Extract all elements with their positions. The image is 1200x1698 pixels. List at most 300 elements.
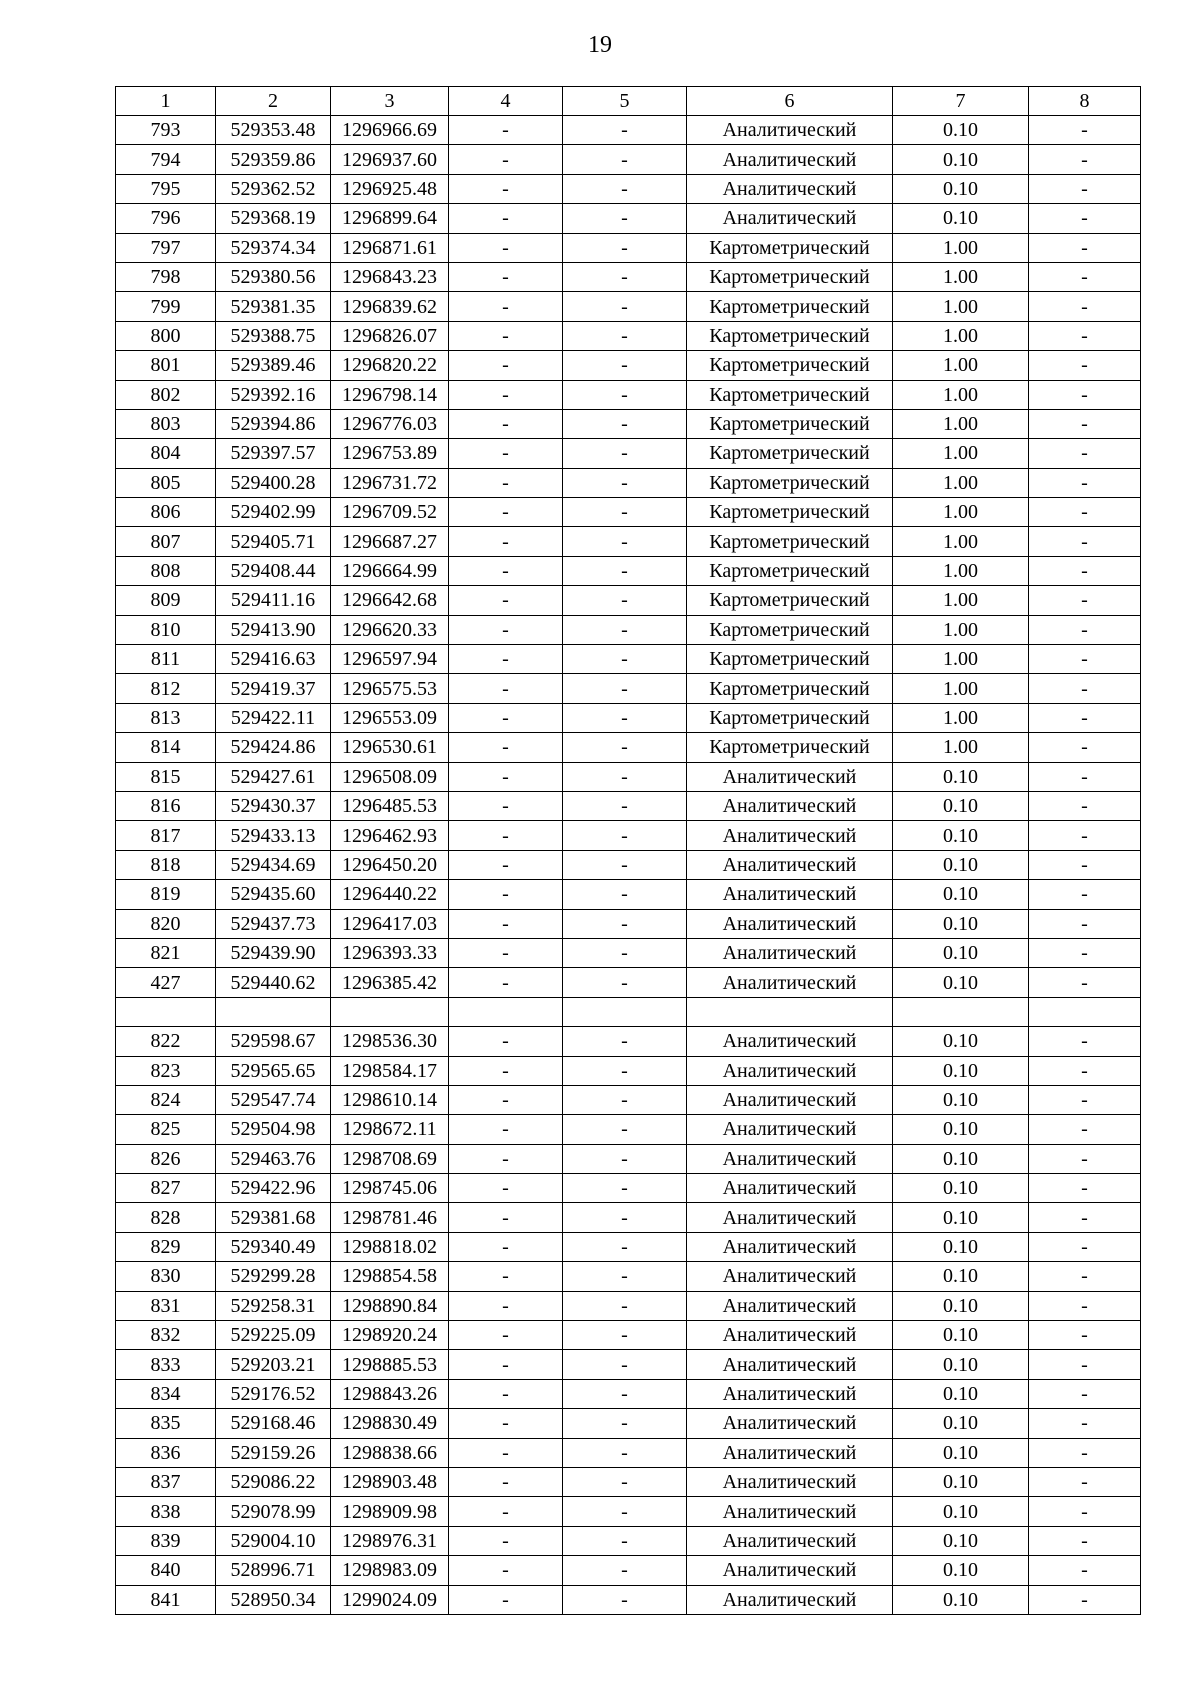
table-cell: 529353.48 [216, 116, 331, 145]
table-cell: Аналитический [687, 1144, 893, 1173]
table-row [116, 116, 1141, 145]
table-cell: 1298610.14 [331, 1085, 449, 1114]
table-cell: - [563, 1262, 687, 1291]
table-cell: - [563, 380, 687, 409]
table-cell: - [563, 850, 687, 879]
table-cell: - [449, 292, 563, 321]
table-cell [893, 997, 1029, 1026]
table-cell: - [563, 909, 687, 938]
table-cell: 529078.99 [216, 1497, 331, 1526]
table-cell: - [1029, 1027, 1141, 1056]
table-cell: - [449, 321, 563, 350]
table-cell: - [1029, 850, 1141, 879]
table-cell: 797 [116, 233, 216, 262]
table-cell: 839 [116, 1526, 216, 1555]
table-cell: 529416.63 [216, 645, 331, 674]
header-cell: 4 [449, 87, 563, 116]
table-cell: Картометрический [687, 409, 893, 438]
table-cell: 828 [116, 1203, 216, 1232]
table-cell: 529437.73 [216, 909, 331, 938]
table-cell: 528950.34 [216, 1585, 331, 1614]
header-cell: 8 [1029, 87, 1141, 116]
table-cell: Аналитический [687, 880, 893, 909]
table-cell: Аналитический [687, 850, 893, 879]
table-cell: 814 [116, 733, 216, 762]
table-cell: 529225.09 [216, 1321, 331, 1350]
table-cell: 831 [116, 1291, 216, 1320]
table-cell: - [1029, 1174, 1141, 1203]
table-cell: - [449, 1321, 563, 1350]
table-cell: - [449, 439, 563, 468]
table-cell: 529411.16 [216, 586, 331, 615]
table-cell: - [563, 1526, 687, 1555]
table-cell: 529389.46 [216, 351, 331, 380]
table-cell: Аналитический [687, 1409, 893, 1438]
table-row [116, 1497, 1141, 1526]
table-cell: 529392.16 [216, 380, 331, 409]
table-cell: 816 [116, 791, 216, 820]
table-cell: - [563, 586, 687, 615]
table-cell: Картометрический [687, 556, 893, 585]
table-cell: - [1029, 703, 1141, 732]
table-cell: 1298818.02 [331, 1232, 449, 1261]
table-cell: - [563, 615, 687, 644]
table-cell: 1296417.03 [331, 909, 449, 938]
table-row [116, 997, 1141, 1026]
table-cell: 807 [116, 527, 216, 556]
table-cell: - [563, 880, 687, 909]
table-cell: Картометрический [687, 645, 893, 674]
table-cell: 529440.62 [216, 968, 331, 997]
table-cell [449, 997, 563, 1026]
table-cell: 824 [116, 1085, 216, 1114]
table-cell: 529427.61 [216, 762, 331, 791]
table-cell: - [449, 850, 563, 879]
table-cell: 1298854.58 [331, 1262, 449, 1291]
table-cell: - [1029, 527, 1141, 556]
table-cell: 529439.90 [216, 938, 331, 967]
table-cell: - [449, 968, 563, 997]
table-cell: 805 [116, 468, 216, 497]
table-cell: Картометрический [687, 233, 893, 262]
table-cell: - [1029, 762, 1141, 791]
table-cell: 1296440.22 [331, 880, 449, 909]
table-row [116, 674, 1141, 703]
table-cell: 529159.26 [216, 1438, 331, 1467]
table-row [116, 1526, 1141, 1555]
table-cell: 0.10 [893, 116, 1029, 145]
table-cell: 0.10 [893, 1585, 1029, 1614]
table-cell: - [449, 116, 563, 145]
table-cell: Картометрический [687, 674, 893, 703]
table-row [116, 233, 1141, 262]
table-cell: 427 [116, 968, 216, 997]
table-cell: - [1029, 1467, 1141, 1496]
table-row [116, 1144, 1141, 1173]
table-cell: - [449, 645, 563, 674]
table-cell: - [563, 468, 687, 497]
table-cell: 529168.46 [216, 1409, 331, 1438]
table-cell: 529394.86 [216, 409, 331, 438]
table-cell: - [1029, 909, 1141, 938]
table-cell: 529258.31 [216, 1291, 331, 1320]
table-cell: Аналитический [687, 1291, 893, 1320]
table-cell: 0.10 [893, 1232, 1029, 1261]
table-cell: Аналитический [687, 1232, 893, 1261]
table-cell: - [1029, 791, 1141, 820]
table-cell: 529400.28 [216, 468, 331, 497]
table-cell: 529380.56 [216, 262, 331, 291]
table-cell: 1296642.68 [331, 586, 449, 615]
table-row [116, 1115, 1141, 1144]
table-cell: - [449, 1409, 563, 1438]
table-row [116, 938, 1141, 967]
table-cell: - [563, 1556, 687, 1585]
table-cell: Аналитический [687, 938, 893, 967]
table-cell: - [1029, 292, 1141, 321]
table-cell: 1296508.09 [331, 762, 449, 791]
table-cell: 529463.76 [216, 1144, 331, 1173]
table-cell: Аналитический [687, 1262, 893, 1291]
table-cell: 0.10 [893, 880, 1029, 909]
table-cell: 1296664.99 [331, 556, 449, 585]
table-cell: 1.00 [893, 468, 1029, 497]
table-cell: - [1029, 968, 1141, 997]
table-cell: 1.00 [893, 674, 1029, 703]
table-cell: Аналитический [687, 1085, 893, 1114]
table-cell: - [1029, 1409, 1141, 1438]
table-cell: 795 [116, 174, 216, 203]
table-cell: Аналитический [687, 909, 893, 938]
table-cell: - [563, 674, 687, 703]
table-cell: 0.10 [893, 1556, 1029, 1585]
table-cell: - [1029, 586, 1141, 615]
table-cell: - [1029, 233, 1141, 262]
table-cell: - [563, 1409, 687, 1438]
table-cell: - [449, 262, 563, 291]
table-cell: 1.00 [893, 439, 1029, 468]
table-cell: - [1029, 615, 1141, 644]
table-cell: 0.10 [893, 968, 1029, 997]
table-cell: - [449, 1144, 563, 1173]
table-cell: Картометрический [687, 439, 893, 468]
table-cell: - [1029, 321, 1141, 350]
table-cell: - [1029, 556, 1141, 585]
table-cell: - [563, 1585, 687, 1614]
table-cell: 529422.96 [216, 1174, 331, 1203]
table-row [116, 1321, 1141, 1350]
table-cell: Картометрический [687, 262, 893, 291]
table-cell: 838 [116, 1497, 216, 1526]
table-cell: Аналитический [687, 204, 893, 233]
table-cell: 529381.68 [216, 1203, 331, 1232]
table-cell: - [449, 498, 563, 527]
table-cell: 529004.10 [216, 1526, 331, 1555]
table-cell: 0.10 [893, 1350, 1029, 1379]
table-row [116, 1174, 1141, 1203]
table-cell: 1298885.53 [331, 1350, 449, 1379]
table-cell: Картометрический [687, 527, 893, 556]
table-cell: 1296597.94 [331, 645, 449, 674]
table-cell: 0.10 [893, 1027, 1029, 1056]
table-cell: Аналитический [687, 1027, 893, 1056]
table-cell: 0.10 [893, 1056, 1029, 1085]
table-cell: 1298584.17 [331, 1056, 449, 1085]
table-cell: - [563, 1056, 687, 1085]
table-cell: 1296553.09 [331, 703, 449, 732]
table-cell: - [1029, 409, 1141, 438]
table-cell: 822 [116, 1027, 216, 1056]
table-cell: 829 [116, 1232, 216, 1261]
table-cell: 1296843.23 [331, 262, 449, 291]
table-cell: - [563, 439, 687, 468]
table-cell: - [1029, 1085, 1141, 1114]
header-cell: 6 [687, 87, 893, 116]
table-cell: 529374.34 [216, 233, 331, 262]
table-cell: - [449, 938, 563, 967]
table-cell: 529086.22 [216, 1467, 331, 1496]
table-cell: 0.10 [893, 1262, 1029, 1291]
table-cell: - [449, 1174, 563, 1203]
table-row [116, 1350, 1141, 1379]
table-cell: Аналитический [687, 1321, 893, 1350]
table-cell: - [1029, 262, 1141, 291]
table-row [116, 1585, 1141, 1614]
table-cell: 811 [116, 645, 216, 674]
table-cell: - [563, 1291, 687, 1320]
table-cell: - [563, 527, 687, 556]
table-row [116, 556, 1141, 585]
table-row [116, 409, 1141, 438]
table-cell: - [449, 1350, 563, 1379]
table-cell: - [449, 409, 563, 438]
table-cell: 1296826.07 [331, 321, 449, 350]
table-row [116, 1379, 1141, 1408]
table-cell: Аналитический [687, 1203, 893, 1232]
table-cell: 529504.98 [216, 1115, 331, 1144]
table-cell: - [563, 1115, 687, 1144]
table-cell: 529203.21 [216, 1350, 331, 1379]
table-cell: - [1029, 1585, 1141, 1614]
table-cell: 0.10 [893, 1438, 1029, 1467]
table-cell: - [1029, 116, 1141, 145]
table-cell: - [563, 1467, 687, 1496]
table-cell: 1.00 [893, 645, 1029, 674]
table-cell: 1296899.64 [331, 204, 449, 233]
table-cell: - [449, 1232, 563, 1261]
table-cell: Аналитический [687, 145, 893, 174]
table-cell: 817 [116, 821, 216, 850]
table-cell: - [1029, 204, 1141, 233]
table-cell: Картометрический [687, 703, 893, 732]
table-cell: Картометрический [687, 586, 893, 615]
table-row [116, 1409, 1141, 1438]
table-cell: Аналитический [687, 791, 893, 820]
table-cell: 529405.71 [216, 527, 331, 556]
table-cell: Картометрический [687, 380, 893, 409]
table-cell: - [1029, 439, 1141, 468]
table-cell: 0.10 [893, 1291, 1029, 1320]
table-cell: 804 [116, 439, 216, 468]
table-cell: Аналитический [687, 1350, 893, 1379]
table-cell: - [449, 674, 563, 703]
table-cell: - [1029, 1526, 1141, 1555]
table-cell: - [449, 1115, 563, 1144]
table-cell: - [563, 938, 687, 967]
table-cell: - [1029, 674, 1141, 703]
table-body [116, 87, 1141, 1615]
table-cell: - [449, 204, 563, 233]
table-cell: - [563, 292, 687, 321]
table-cell: - [449, 1585, 563, 1614]
table-row [116, 1262, 1141, 1291]
table-row [116, 762, 1141, 791]
table-cell: 1296385.42 [331, 968, 449, 997]
table-cell: - [1029, 1321, 1141, 1350]
table-cell: 823 [116, 1056, 216, 1085]
table-cell: Аналитический [687, 1438, 893, 1467]
table-cell: 799 [116, 292, 216, 321]
table-cell: 1296731.72 [331, 468, 449, 497]
table-cell: 813 [116, 703, 216, 732]
table-cell: - [449, 1027, 563, 1056]
table-cell: - [563, 204, 687, 233]
table-cell: - [449, 615, 563, 644]
table-cell: 827 [116, 1174, 216, 1203]
table-cell: 529598.67 [216, 1027, 331, 1056]
table-row [116, 850, 1141, 879]
table-row [116, 1438, 1141, 1467]
table-cell: 1296575.53 [331, 674, 449, 703]
table-cell: 840 [116, 1556, 216, 1585]
table-cell: - [1029, 1144, 1141, 1173]
table-cell: - [449, 1056, 563, 1085]
table-cell: Картометрический [687, 468, 893, 497]
table-cell: 1296871.61 [331, 233, 449, 262]
table-row [116, 204, 1141, 233]
table-cell: - [563, 116, 687, 145]
table-cell: - [563, 762, 687, 791]
table-cell: 0.10 [893, 762, 1029, 791]
table-cell: 832 [116, 1321, 216, 1350]
table-cell: 0.10 [893, 821, 1029, 850]
table-cell: Аналитический [687, 1526, 893, 1555]
table-cell: - [563, 1144, 687, 1173]
table-cell: Аналитический [687, 1585, 893, 1614]
table-cell: - [563, 409, 687, 438]
table-cell: 835 [116, 1409, 216, 1438]
table-cell: Картометрический [687, 321, 893, 350]
table-row [116, 145, 1141, 174]
table-cell: - [449, 380, 563, 409]
table-row [116, 468, 1141, 497]
table-cell: 529435.60 [216, 880, 331, 909]
table-cell: 1298903.48 [331, 1467, 449, 1496]
table-cell: 529547.74 [216, 1085, 331, 1114]
table-cell: - [449, 821, 563, 850]
table-cell [1029, 997, 1141, 1026]
table-cell: Аналитический [687, 1379, 893, 1408]
table-cell: - [1029, 938, 1141, 967]
table-cell: 1296839.62 [331, 292, 449, 321]
table-cell: 1296450.20 [331, 850, 449, 879]
table-cell: 529419.37 [216, 674, 331, 703]
table-cell: Аналитический [687, 116, 893, 145]
table-row [116, 174, 1141, 203]
table-cell: - [1029, 351, 1141, 380]
table-cell: 0.10 [893, 1526, 1029, 1555]
table-cell: Картометрический [687, 498, 893, 527]
table-cell: 821 [116, 938, 216, 967]
table-cell: - [1029, 1497, 1141, 1526]
table-cell: 830 [116, 1262, 216, 1291]
table-row [116, 791, 1141, 820]
table-cell: 1296709.52 [331, 498, 449, 527]
table-cell: 1296937.60 [331, 145, 449, 174]
header-cell: 1 [116, 87, 216, 116]
header-cell: 5 [563, 87, 687, 116]
table-cell: 1296620.33 [331, 615, 449, 644]
table-cell: Картометрический [687, 733, 893, 762]
table-cell: 0.10 [893, 850, 1029, 879]
table-cell: 798 [116, 262, 216, 291]
table-row [116, 321, 1141, 350]
table-cell: Аналитический [687, 821, 893, 850]
table-cell: - [563, 174, 687, 203]
table-cell: - [449, 586, 563, 615]
table-cell: 833 [116, 1350, 216, 1379]
table-cell: 529422.11 [216, 703, 331, 732]
table-cell [116, 997, 216, 1026]
table-cell: 1.00 [893, 556, 1029, 585]
table-cell: 801 [116, 351, 216, 380]
table-cell: - [449, 733, 563, 762]
table-cell: 0.10 [893, 1497, 1029, 1526]
table-row [116, 1085, 1141, 1114]
table-cell: 1298672.11 [331, 1115, 449, 1144]
table-cell: 529368.19 [216, 204, 331, 233]
table-cell: Аналитический [687, 968, 893, 997]
table-cell: - [563, 351, 687, 380]
table-row [116, 498, 1141, 527]
table-cell: 808 [116, 556, 216, 585]
table-cell: 1298536.30 [331, 1027, 449, 1056]
table-row [116, 292, 1141, 321]
table-cell: - [563, 233, 687, 262]
table-cell: - [563, 1379, 687, 1408]
table-cell: - [1029, 1232, 1141, 1261]
table-row [116, 1291, 1141, 1320]
table-cell: 826 [116, 1144, 216, 1173]
table-row [116, 439, 1141, 468]
table-cell: 1.00 [893, 586, 1029, 615]
table-cell: 809 [116, 586, 216, 615]
table-cell: 810 [116, 615, 216, 644]
table-cell: - [1029, 1291, 1141, 1320]
table-cell: - [1029, 468, 1141, 497]
table-cell: - [449, 1085, 563, 1114]
table-row [116, 380, 1141, 409]
table-cell: - [1029, 645, 1141, 674]
table-cell: - [1029, 1262, 1141, 1291]
table-cell: 841 [116, 1585, 216, 1614]
table-cell: 0.10 [893, 1174, 1029, 1203]
table-cell: - [449, 762, 563, 791]
table-cell: 1298745.06 [331, 1174, 449, 1203]
table-cell: - [563, 645, 687, 674]
table-row [116, 1232, 1141, 1261]
table-row [116, 1027, 1141, 1056]
